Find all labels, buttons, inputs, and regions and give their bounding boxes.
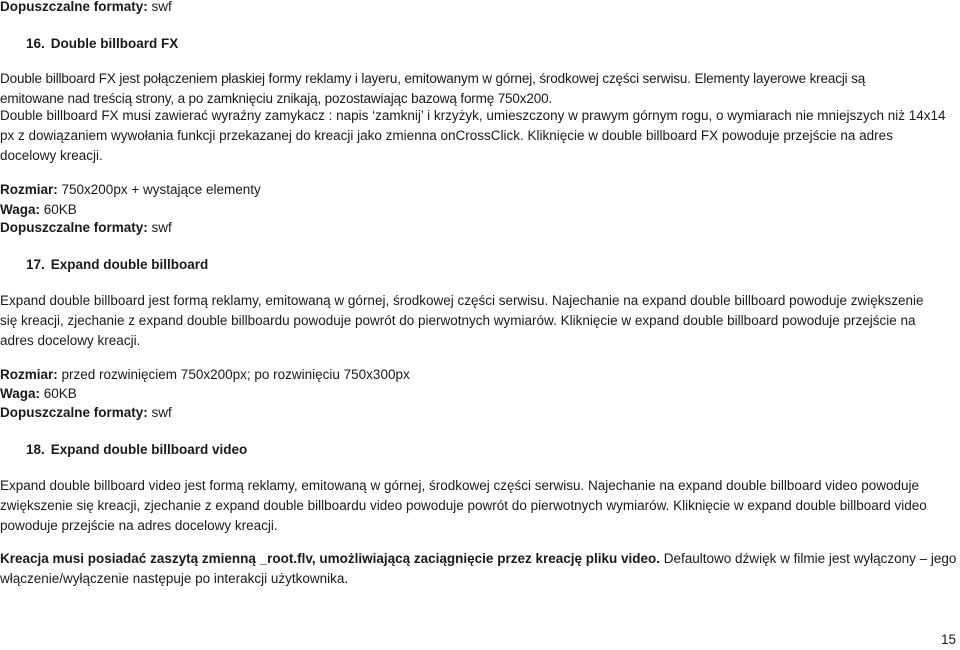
- section-18-paragraph-1: [0, 476, 955, 536]
- section-16-size: [0, 180, 261, 200]
- weight-value: 60KB: [40, 386, 77, 401]
- section-17-size: [0, 365, 410, 385]
- section-17-weight: [0, 384, 77, 404]
- section-16-heading: [26, 34, 178, 54]
- section-number: 17.: [26, 257, 45, 272]
- section-title: Expand double billboard video: [50, 442, 248, 457]
- section-17-paragraph-1: [0, 291, 955, 351]
- text-line: emitowane nad treścią strony, a po zamknięciu znikają, pozostawiając bazową formę 750x200.: [0, 91, 553, 106]
- section-title: Expand double billboard: [50, 257, 209, 272]
- formats-label: Dopuszczalne formaty:: [0, 220, 148, 235]
- text-line: px z dowiązaniem wywołania funkcji przekazanej do kreacji jako zmienna onCrossClick. Kliknięcie w double billboard FX powoduje przejście na adres: [0, 128, 893, 143]
- text-line: się kreacji, zjechanie z expand double billboardu powoduje powrót do pierwotnych wymiarów. Kliknięcie w expand double billboard powoduje przejście na: [0, 313, 916, 328]
- text-line: Double billboard FX jest połączeniem płaskiej formy reklamy i layeru, emitowanym w górnej, środkowej części serwisu. Elementy layerowe kreacji są: [0, 71, 866, 86]
- page-number: 15: [940, 632, 956, 647]
- size-label: Rozmiar:: [0, 367, 58, 382]
- text-line: Expand double billboard video jest formą reklamy, emitowaną w górnej, środkowej części serwisu. Najechanie na expand double billboard video powoduje: [0, 478, 920, 493]
- text-line: Expand double billboard jest formą reklamy, emitowaną w górnej, środkowej części serwisu. Najechanie na expand double billboard powoduje zwiększenie: [0, 293, 924, 308]
- size-value: przed rozwinięciem 750x200px; po rozwinięciu 750x300px: [57, 367, 410, 382]
- top-formats-line: [0, 0, 172, 17]
- section-18-heading: [26, 440, 247, 460]
- formats-value: swf: [147, 220, 172, 235]
- section-16-weight: [0, 200, 77, 220]
- weight-label: Waga:: [0, 386, 40, 401]
- section-number: 16.: [26, 36, 45, 51]
- text-line: [0, 549, 955, 569]
- formats-label: Dopuszczalne formaty:: [0, 0, 148, 14]
- formats-value: swf: [147, 405, 172, 420]
- text-line: docelowy kreacji.: [0, 148, 103, 163]
- text-line: włączenie/wyłączenie następuje po interakcji użytkownika.: [0, 571, 349, 586]
- text-line: Double billboard FX musi zawierać wyraźny zamykacz : napis ‘zamknij’ i krzyżyk, umieszczony w prawym górnym rogu, o wymiarach nie mniejszych niż 14x14: [0, 108, 946, 123]
- size-value: 750x200px + wystające elementy: [57, 182, 261, 197]
- section-title: Double billboard FX: [50, 36, 179, 51]
- section-17-heading: [26, 255, 208, 275]
- text-line: adres docelowy kreacji.: [0, 333, 141, 348]
- size-label: Rozmiar:: [0, 182, 58, 197]
- text-line: zwiększenie się kreacji, zjechanie z expand double billboardu video powoduje powrót do pierwotnych wymiarów. Kliknięcie w expand double billboard video: [0, 498, 927, 513]
- section-16-paragraph-1: [0, 69, 955, 109]
- text-run: Defaultowo dźwięk w filmie jest wyłączony – jego: [660, 551, 957, 566]
- section-number: 18.: [26, 442, 45, 457]
- weight-label: Waga:: [0, 202, 40, 217]
- formats-label: Dopuszczalne formaty:: [0, 405, 148, 420]
- bold-requirement: Kreacja musi posiadać zaszytą zmienną _root.flv, umożliwiającą zaciągnięcie przez kreację pliku video.: [0, 551, 661, 566]
- section-18-paragraph-2: [0, 549, 955, 589]
- section-16-formats: [0, 218, 172, 238]
- section-17-formats: [0, 403, 172, 423]
- text-line: powoduje przejście na adres docelowy kreacji.: [0, 518, 278, 533]
- formats-value: swf: [147, 0, 172, 14]
- section-16-paragraph-2: [0, 106, 955, 166]
- weight-value: 60KB: [40, 202, 77, 217]
